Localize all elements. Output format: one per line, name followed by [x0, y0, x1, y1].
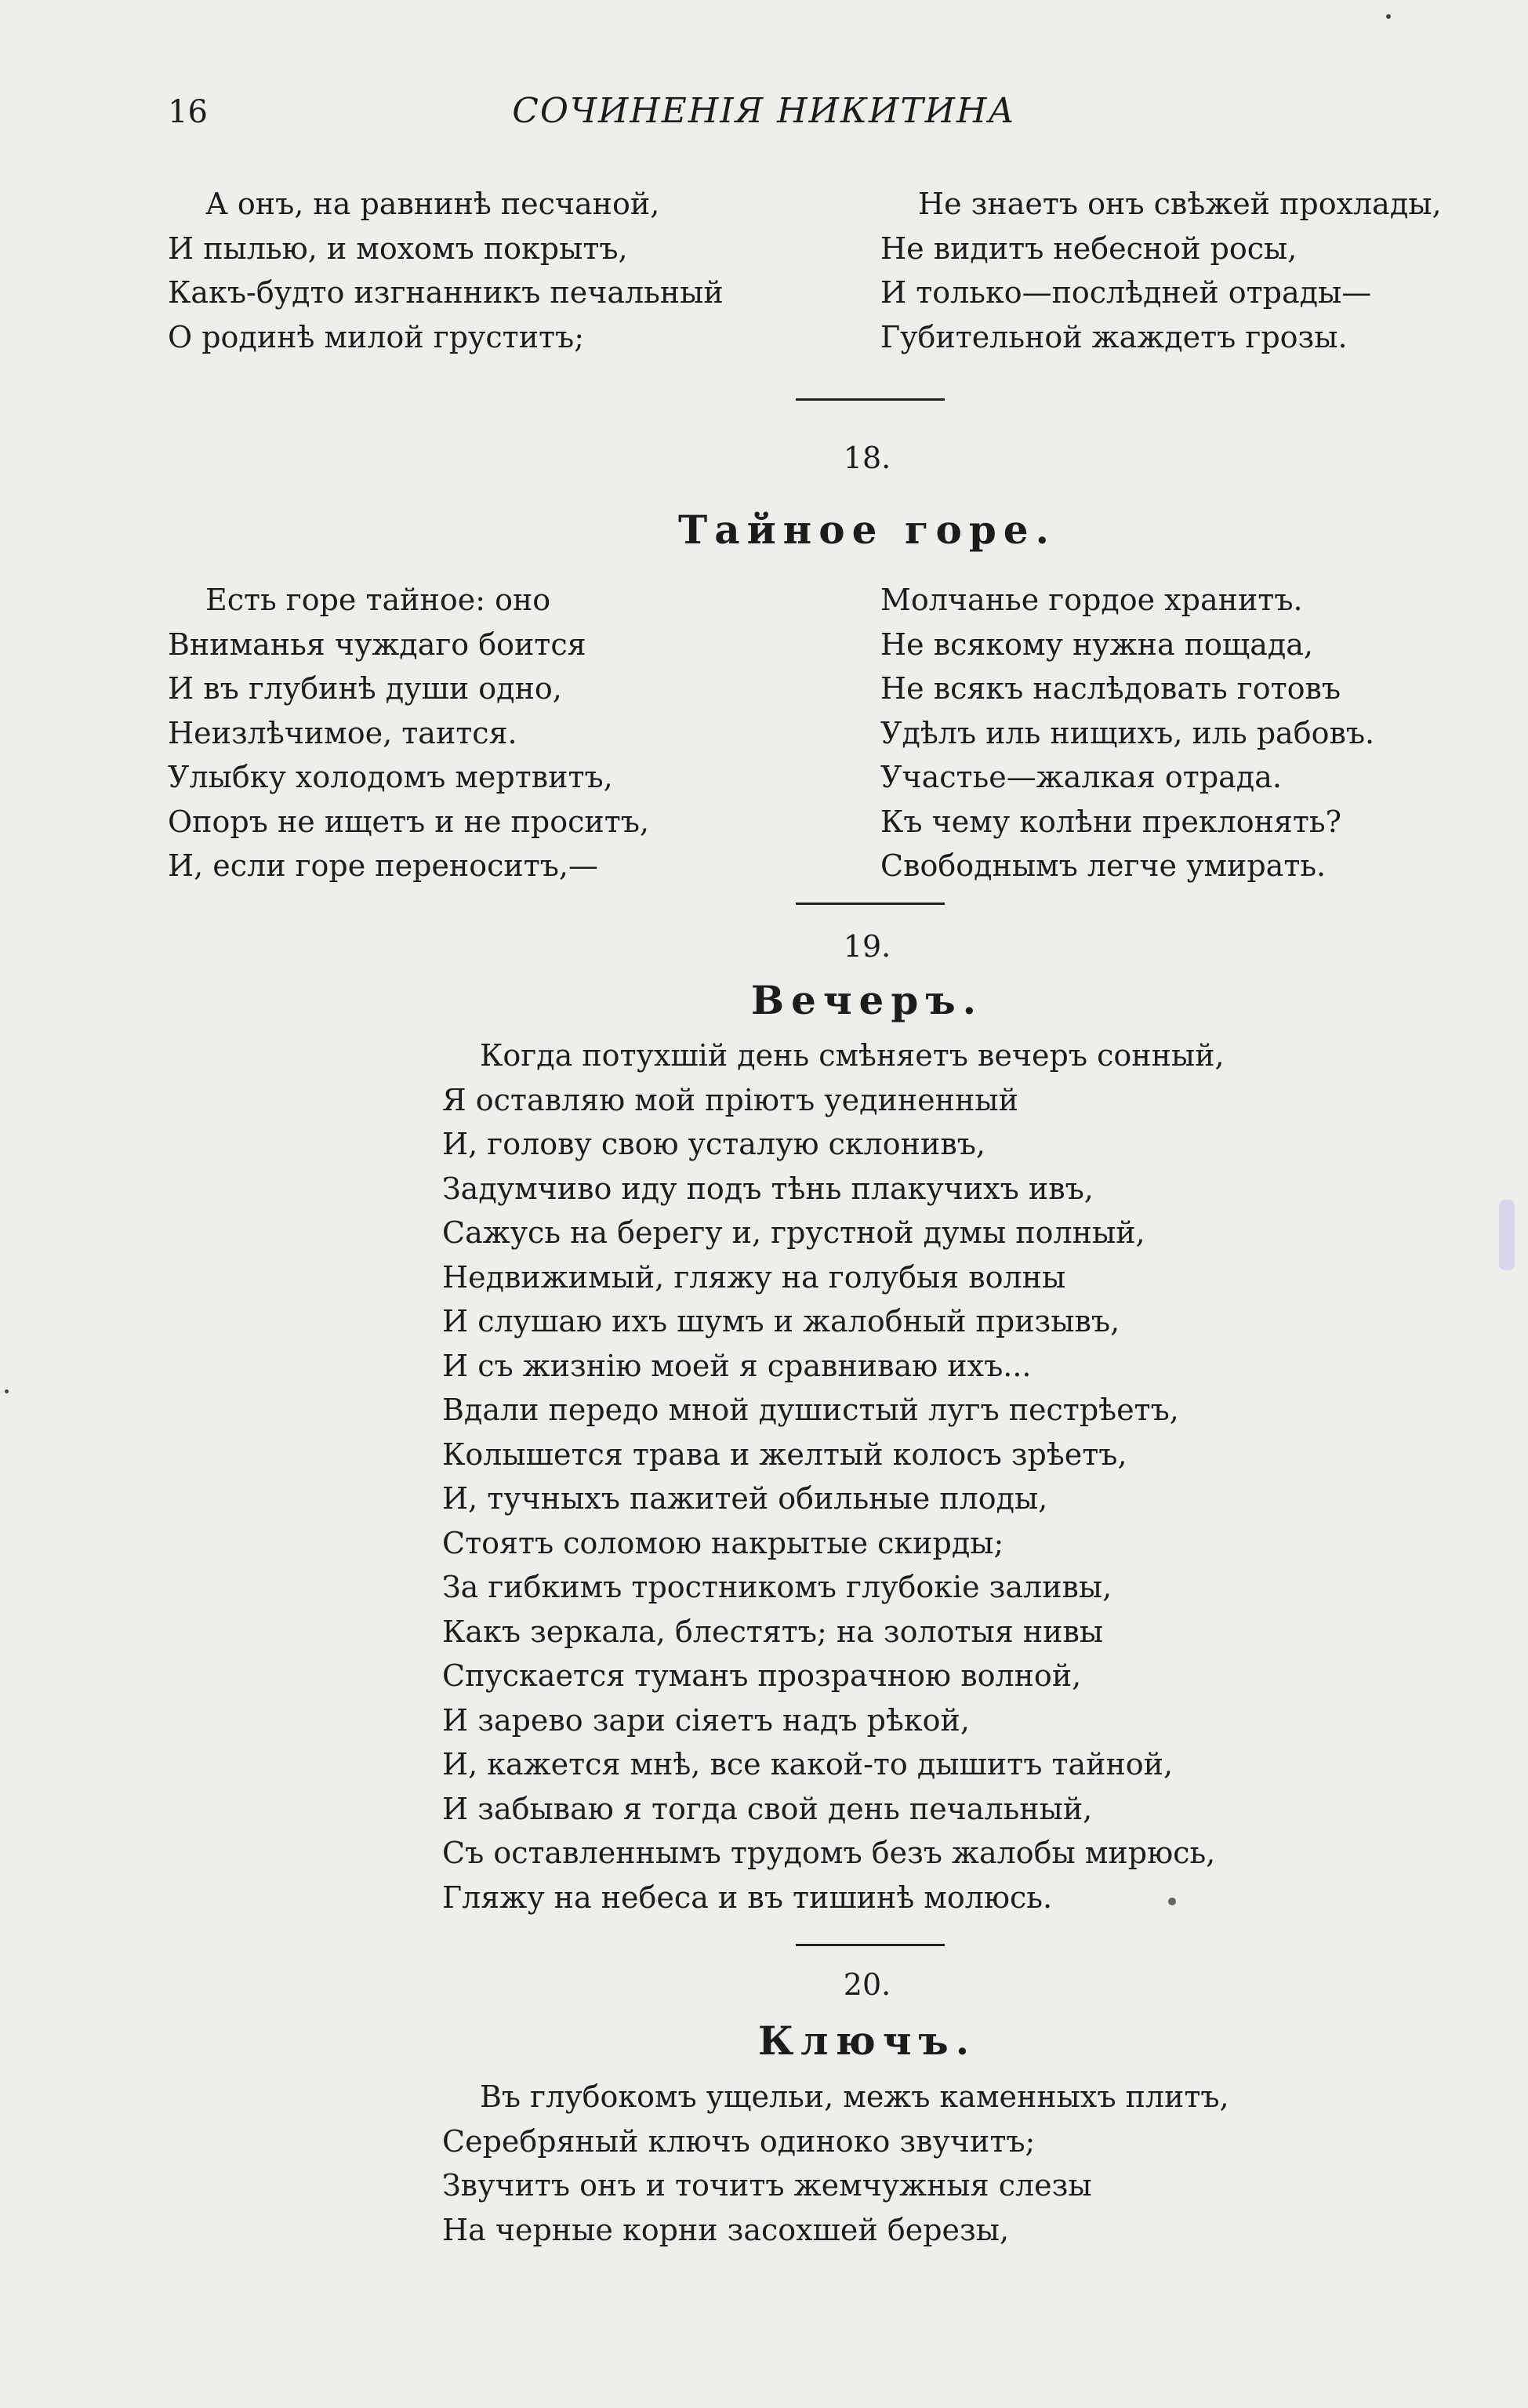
scan-speck: [5, 1389, 9, 1393]
poem17-right-column: [880, 182, 1442, 359]
verse-line: Неизлѣчимое, таится.: [168, 715, 517, 750]
verse-line: Есть горе тайное: оно: [205, 583, 551, 617]
verse-line: Къ чему колѣни преклонять?: [880, 804, 1341, 839]
poem-title: Вечеръ.: [750, 977, 984, 1023]
verse-line: Свободнымъ легче умирать.: [880, 848, 1327, 883]
verse-line: И, голову свою усталую склонивъ,: [442, 1127, 985, 1161]
verse-line: И пылью, и мохомъ покрытъ,: [168, 231, 628, 266]
verse-line: Звучитъ онъ и точитъ жемчужныя слезы: [442, 2168, 1092, 2203]
verse-line: Недвижимый, гляжу на голубыя волны: [442, 1259, 1066, 1295]
verse-line: И, если горе переноситъ,—: [168, 848, 599, 883]
verse-line: Когда потухшій день смѣняетъ вечеръ сонный,: [480, 1038, 1225, 1073]
verse-line: И, кажется мнѣ, все какой-то дышитъ тайной,: [442, 1747, 1174, 1781]
verse-line: Вдали передо мной душистый лугъ пестрѣетъ,: [442, 1393, 1179, 1427]
verse-line: И только—послѣдней отрады—: [880, 275, 1372, 310]
verse-line: Колышется трава и желтый колосъ зрѣетъ,: [442, 1436, 1127, 1472]
verse-line: Не знаетъ онъ свѣжей прохлады,: [918, 187, 1442, 221]
verse-line: Опоръ не ищетъ и не проситъ,: [168, 804, 649, 839]
poem-title: Ключъ.: [757, 2018, 977, 2064]
section-divider: [796, 1944, 945, 1946]
scan-speck: [1499, 1200, 1515, 1270]
verse-line: Я оставляю мой пріютъ уединенный: [442, 1082, 1018, 1117]
verse-line: Не всякому нужна пощада,: [880, 627, 1314, 662]
verse-line: И забываю я тогда свой день печальный,: [442, 1791, 1093, 1826]
poem-number: 18.: [843, 441, 891, 475]
verse-line: Задумчиво иду подъ тѣнь плакучихъ ивъ,: [442, 1171, 1094, 1206]
verse-line: И, тучныхъ пажитей обильные плоды,: [442, 1481, 1048, 1516]
poem17-left-column: [168, 182, 724, 359]
section-divider: [796, 398, 945, 401]
verse-line: Стоятъ соломою накрытые скирды;: [442, 1525, 1004, 1560]
verse-line: Съ оставленнымъ трудомъ безъ жалобы мирюсь,: [442, 1836, 1216, 1870]
poem19-text: [442, 1033, 1225, 1919]
poem-title: Тайное горе.: [677, 507, 1057, 553]
verse-line: Не видитъ небесной росы,: [880, 231, 1298, 266]
verse-line: Удѣлъ иль нищихъ, иль рабовъ.: [880, 715, 1375, 750]
verse-line: Серебряный ключъ одиноко звучитъ;: [442, 2123, 1036, 2159]
verse-line: Улыбку холодомъ мертвитъ,: [168, 760, 613, 794]
verse-line: Не всякъ наслѣдовать готовъ: [880, 671, 1341, 706]
poem18-right-column: [880, 578, 1374, 888]
verse-line: Губительной жаждетъ грозы.: [880, 319, 1348, 354]
section-divider: [796, 903, 945, 905]
verse-line: И въ глубинѣ души одно,: [168, 671, 562, 706]
verse-line: Какъ зеркала, блестятъ; на золотыя нивы: [442, 1614, 1104, 1649]
verse-line: И слушаю ихъ шумъ и жалобный призывъ,: [442, 1304, 1120, 1338]
verse-line: Въ глубокомъ ущельи, межъ каменныхъ плитъ,: [480, 2079, 1229, 2114]
poem20-text: [442, 2075, 1229, 2252]
scan-speck: [1168, 1898, 1176, 1905]
verse-line: Какъ-будто изгнанникъ печальный: [168, 275, 724, 310]
poem-number: 19.: [843, 929, 891, 964]
verse-line: Молчанье гордое хранитъ.: [880, 583, 1303, 617]
page-number: 16: [168, 94, 208, 130]
verse-line: Участье—жалкая отрада.: [880, 760, 1282, 794]
scan-speck: [1386, 14, 1391, 19]
verse-line: На черные корни засохшей березы,: [442, 2212, 1010, 2247]
verse-line: Сажусь на берегу и, грустной думы полный,: [442, 1215, 1145, 1250]
poem18-left-column: [168, 578, 649, 888]
verse-line: А онъ, на равнинѣ песчаной,: [205, 187, 660, 221]
verse-line: И съ жизнію моей я сравниваю ихъ...: [442, 1348, 1032, 1383]
verse-line: Спускается туманъ прозрачною волной,: [442, 1658, 1082, 1693]
verse-line: Гляжу на небеса и въ тишинѣ молюсь.: [442, 1880, 1053, 1915]
verse-line: За гибкимъ тростникомъ глубокіе заливы,: [442, 1570, 1112, 1604]
running-title: СОЧИНЕНІЯ НИКИТИНА: [512, 91, 1016, 131]
verse-line: И зарево зари сіяетъ надъ рѣкой,: [442, 1702, 970, 1738]
poem-number: 20.: [843, 1967, 891, 2002]
verse-line: О родинѣ милой груститъ;: [168, 319, 585, 354]
verse-line: Вниманья чуждаго боится: [168, 627, 586, 662]
